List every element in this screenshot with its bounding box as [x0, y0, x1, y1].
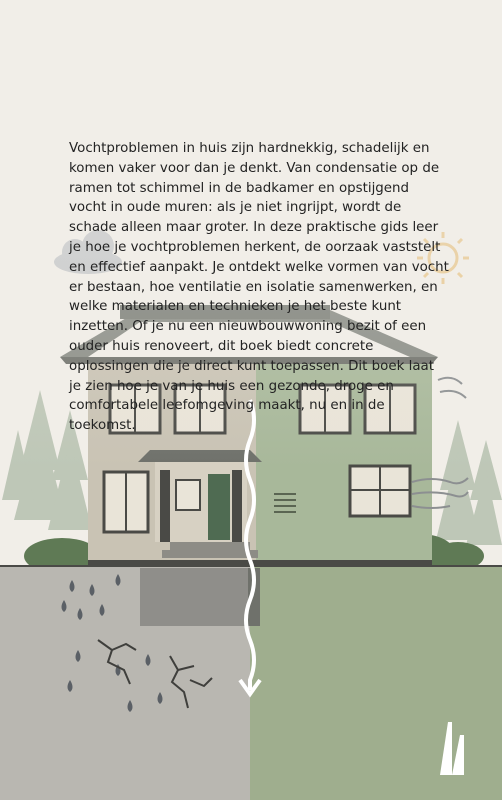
ground-right — [250, 566, 502, 800]
door — [208, 474, 230, 540]
back-cover-blurb: Vochtproblemen in huis zijn hardnekkig, schadelijk en komen vaker voor dan je denkt. Van condensatie op de ramen tot schimmel in de badkamer en opstijgend vocht in oude muren: als je niet ingrijpt, wordt de schade alleen maar groter. In deze praktische gids leer je hoe je vochtproblemen herkent, de oorzaak vaststelt en effectief aanpakt. Je ontdekt welke vormen van vocht er bestaan, hoe ventilatie en isolatie samenwerken, en welke materialen en technieken je het beste kunt inzetten. Of je nu een nieuwbouwwoning bezit of een ouder huis renoveert, dit boek biedt concrete oplossingen die je direct kunt toepassen. Dit boek laat je zien hoe je van je huis een gezonde, droge en comfortabele leefomgeving maakt, nu en in de toekomst. — [69, 141, 449, 434]
lower-window-right — [350, 466, 410, 516]
steps — [162, 542, 258, 558]
lower-window-left — [104, 472, 148, 532]
basement — [140, 568, 248, 626]
